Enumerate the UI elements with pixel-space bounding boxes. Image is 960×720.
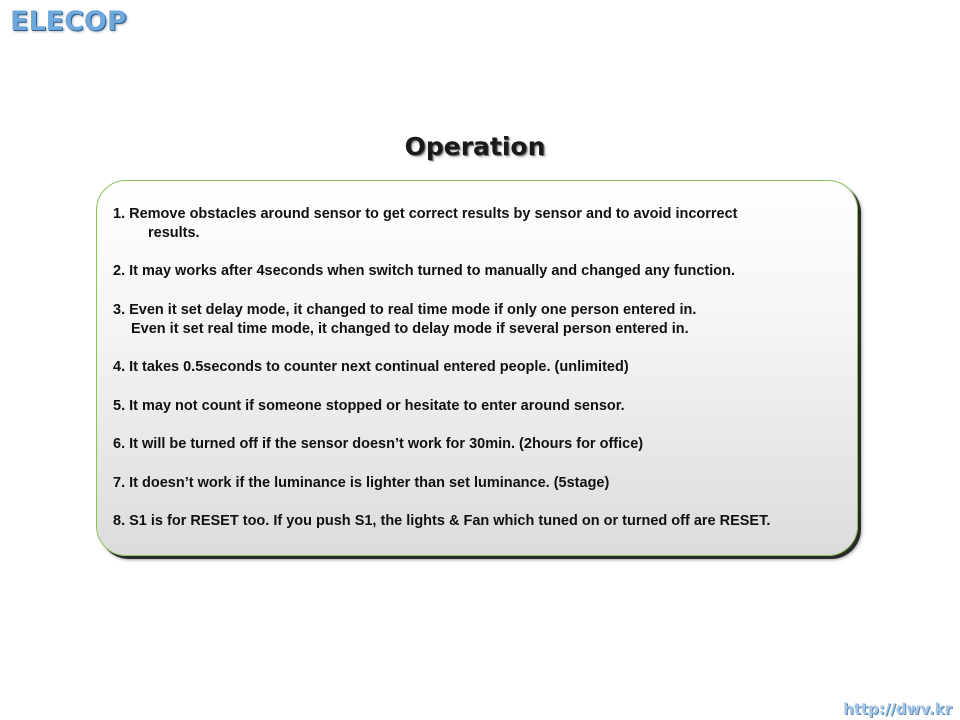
page-title: Operation [404,132,546,161]
list-item-7 [113,474,843,493]
elecop-logo: ELECOP [10,6,127,37]
list-item-6 [113,435,843,454]
item-1-line-1: 1. Remove obstacles around sensor to get correct results by sensor and to avoid incorrect [113,206,738,222]
item-7-line-1: 7. It doesn’t work if the luminance is lighter than set luminance. (5stage) [113,475,610,491]
footer-url: http://dwv.kr [843,700,952,718]
list-item-3 [113,301,843,339]
item-2-line-1: 2. It may works after 4seconds when switch turned to manually and changed any function. [113,263,736,279]
item-6-line-1: 6. It will be turned off if the sensor doesn’t work for 30min. (2hours for office) [113,436,644,452]
item-8-line-1: 8. S1 is for RESET too. If you push S1, the lights & Fan which tuned on or turned off are RESET. [113,513,771,529]
list-item-2 [113,262,843,281]
operation-panel [96,180,858,556]
list-item-1 [113,205,843,243]
item-1-line-2: results. [148,225,200,241]
list-item-4 [113,358,843,377]
list-item-8 [113,512,843,531]
item-3-line-1: 3. Even it set delay mode, it changed to real time mode if only one person entered in. [113,302,697,318]
item-3-line-2: Even it set real time mode, it changed to delay mode if several person entered in. [131,321,689,337]
item-4-line-1: 4. It takes 0.5seconds to counter next continual entered people. (unlimited) [113,359,629,375]
item-5-line-1: 5. It may not count if someone stopped or hesitate to enter around sensor. [113,398,625,414]
list-item-5 [113,397,843,416]
